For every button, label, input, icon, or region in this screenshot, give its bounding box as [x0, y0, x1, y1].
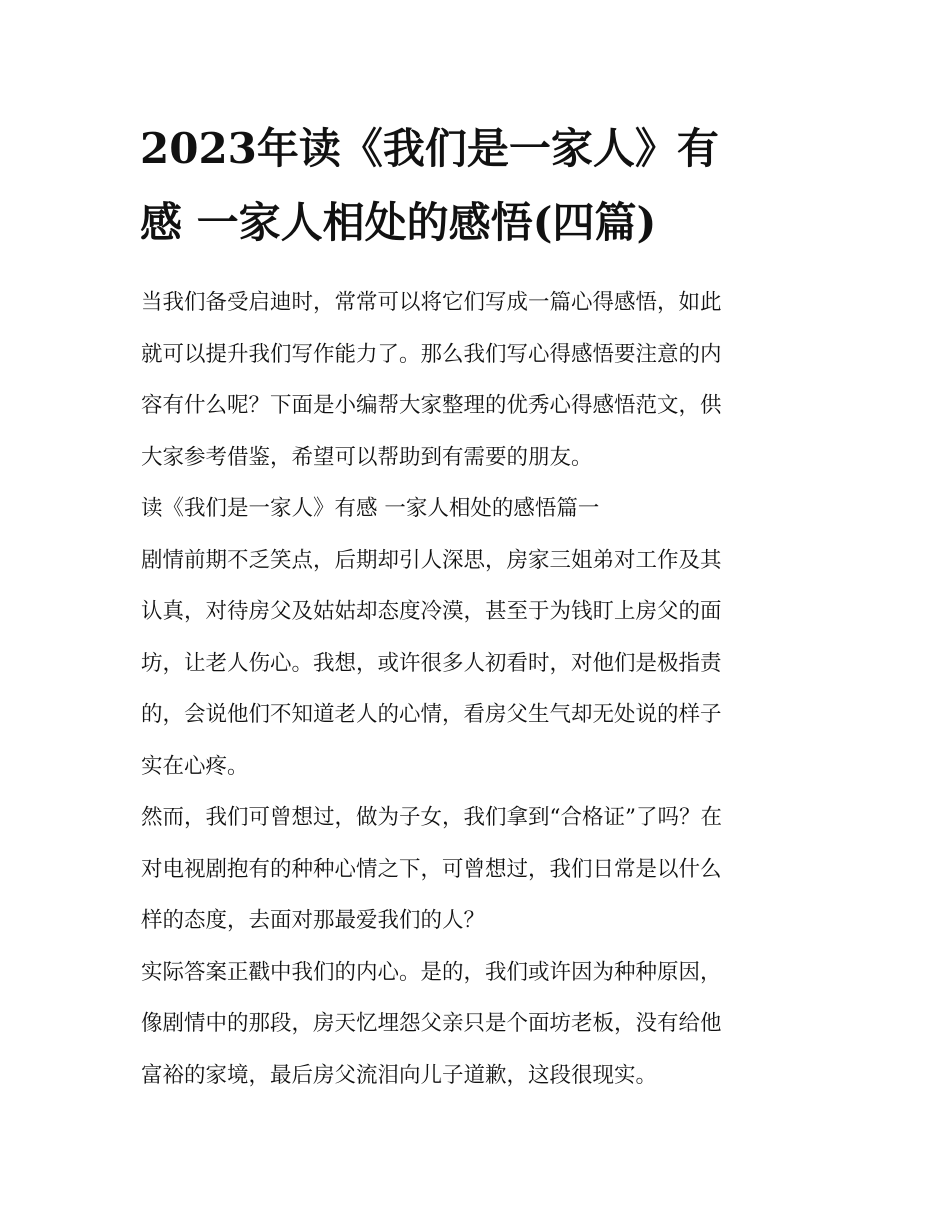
- text-line: 对电视剧抱有的种种心情之下，可曾想过，我们日常是以什么: [141, 856, 722, 882]
- intro-paragraph: [141, 277, 821, 483]
- text-line: 当我们备受启迪时，常常可以将它们写成一篇心得感悟，如此: [141, 290, 722, 315]
- section-heading: [141, 483, 821, 535]
- text-line: 像剧情中的那段，房天忆埋怨父亲只是个面坊老板，没有给他: [141, 1011, 722, 1036]
- text-line: 大家参考借鉴，希望可以帮助到有需要的朋友。: [141, 444, 593, 470]
- body-paragraph: [141, 792, 821, 947]
- text-line: 坊，让老人伤心。我想，或许很多人初看时，对他们是极指责: [141, 650, 722, 676]
- body-paragraph: [141, 535, 821, 793]
- document-body: [141, 277, 821, 1101]
- title-line: 2023年读《我们是一家人》有: [140, 124, 719, 173]
- text-line: 读《我们是一家人》有感 一家人相处的感悟篇一: [141, 496, 600, 521]
- text-line: 实在心疼。: [141, 753, 249, 779]
- document-title: [140, 112, 820, 260]
- body-paragraph: [141, 947, 821, 1102]
- text-line: 富裕的家境，最后房父流泪向儿子道歉，这段很现实。: [141, 1062, 658, 1088]
- text-line: 就可以提升我们写作能力了。那么我们写心得感悟要注意的内: [141, 341, 722, 367]
- text-line: 实际答案正戳中我们的内心。是的，我们或许因为种种原因，: [141, 959, 722, 985]
- text-line: 的，会说他们不知道老人的心情，看房父生气却无处说的样子: [141, 702, 722, 727]
- text-line: 剧情前期不乏笑点，后期却引人深思，房家三姐弟对工作及其: [141, 547, 722, 573]
- text-line: 然而，我们可曾想过，做为子女，我们拿到“合格证”了吗？在: [141, 805, 722, 830]
- text-line: 样的态度，去面对那最爱我们的人？: [141, 908, 486, 933]
- text-line: 认真，对待房父及姑姑却态度冷漠，甚至于为钱盯上房父的面: [141, 599, 722, 624]
- title-line: 感 一家人相处的感悟(四篇): [140, 198, 657, 247]
- text-line: 容有什么呢？下面是小编帮大家整理的优秀心得感悟范文，供: [141, 393, 722, 418]
